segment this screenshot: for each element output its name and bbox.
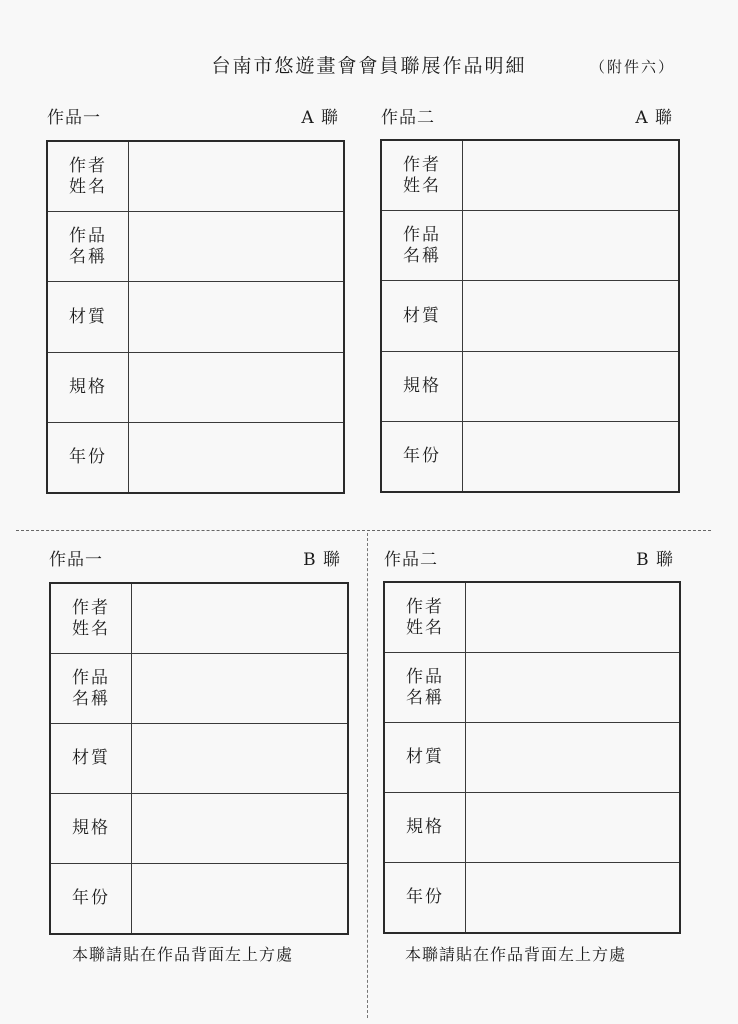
year-field[interactable] [466, 863, 679, 932]
cut-line-horizontal [16, 530, 711, 531]
row-label: 規格 [51, 794, 132, 863]
row-label: 作者 姓名 [51, 584, 132, 653]
card-header [47, 107, 339, 129]
author-name-field[interactable] [132, 584, 347, 653]
work-label: 作品一 [49, 550, 103, 570]
card-header [384, 549, 674, 571]
row-work-title [382, 211, 678, 281]
author-name-field[interactable] [463, 141, 678, 210]
row-material [385, 723, 679, 793]
row-size [385, 793, 679, 863]
copy-label: A 聯 [635, 108, 673, 128]
row-label: 材質 [51, 724, 132, 793]
row-work-title [48, 212, 343, 282]
row-year [48, 423, 343, 492]
work-title-field[interactable] [129, 212, 343, 281]
row-label: 年份 [382, 422, 463, 491]
row-label: 作品 名稱 [48, 212, 129, 281]
year-field[interactable] [463, 422, 678, 491]
paste-instruction: 本聯請貼在作品背面左上方處 [72, 945, 294, 964]
row-label: 年份 [385, 863, 466, 932]
row-size [48, 353, 343, 423]
copy-label: A 聯 [301, 108, 339, 128]
row-label: 作者 姓名 [48, 142, 129, 211]
row-author-name [51, 584, 347, 654]
work-label: 作品一 [47, 108, 101, 128]
row-label: 年份 [51, 864, 132, 933]
row-material [48, 282, 343, 352]
row-label: 材質 [385, 723, 466, 792]
work-title-field[interactable] [463, 211, 678, 280]
row-author-name [385, 583, 679, 653]
work-title-field[interactable] [132, 654, 347, 723]
row-label: 材質 [382, 281, 463, 350]
row-work-title [51, 654, 347, 724]
cut-line-vertical [367, 533, 368, 1018]
material-field[interactable] [129, 282, 343, 351]
card-header [381, 107, 673, 129]
work-form-table [49, 582, 349, 935]
row-year [385, 863, 679, 932]
work-title-field[interactable] [466, 653, 679, 722]
work-form-table [380, 139, 680, 493]
work-form-table [46, 140, 345, 494]
copy-label: B 聯 [636, 550, 674, 570]
work-form-table [383, 581, 681, 934]
row-label: 作者 姓名 [385, 583, 466, 652]
material-field[interactable] [463, 281, 678, 350]
row-label: 作品 名稱 [382, 211, 463, 280]
form-title: 台南市悠遊畫會會員聯展作品明細 [211, 55, 527, 77]
material-field[interactable] [132, 724, 347, 793]
work-label: 作品二 [384, 550, 438, 570]
copy-label: B 聯 [303, 550, 341, 570]
row-label: 年份 [48, 423, 129, 492]
paste-instruction: 本聯請貼在作品背面左上方處 [405, 945, 627, 964]
row-label: 材質 [48, 282, 129, 351]
row-label: 作品 名稱 [385, 653, 466, 722]
author-name-field[interactable] [466, 583, 679, 652]
row-label: 規格 [48, 353, 129, 422]
row-label: 規格 [385, 793, 466, 862]
row-author-name [382, 141, 678, 211]
size-field[interactable] [466, 793, 679, 862]
row-label: 作品 名稱 [51, 654, 132, 723]
size-field[interactable] [132, 794, 347, 863]
row-size [382, 352, 678, 422]
row-author-name [48, 142, 343, 212]
row-label: 規格 [382, 352, 463, 421]
row-year [382, 422, 678, 491]
card-header [49, 549, 341, 571]
row-year [51, 864, 347, 933]
size-field[interactable] [463, 352, 678, 421]
row-work-title [385, 653, 679, 723]
row-material [51, 724, 347, 794]
author-name-field[interactable] [129, 142, 343, 211]
row-material [382, 281, 678, 351]
attachment-label: （附件六） [590, 58, 676, 76]
row-label: 作者 姓名 [382, 141, 463, 210]
size-field[interactable] [129, 353, 343, 422]
work-label: 作品二 [381, 108, 435, 128]
row-size [51, 794, 347, 864]
year-field[interactable] [129, 423, 343, 492]
year-field[interactable] [132, 864, 347, 933]
material-field[interactable] [466, 723, 679, 792]
